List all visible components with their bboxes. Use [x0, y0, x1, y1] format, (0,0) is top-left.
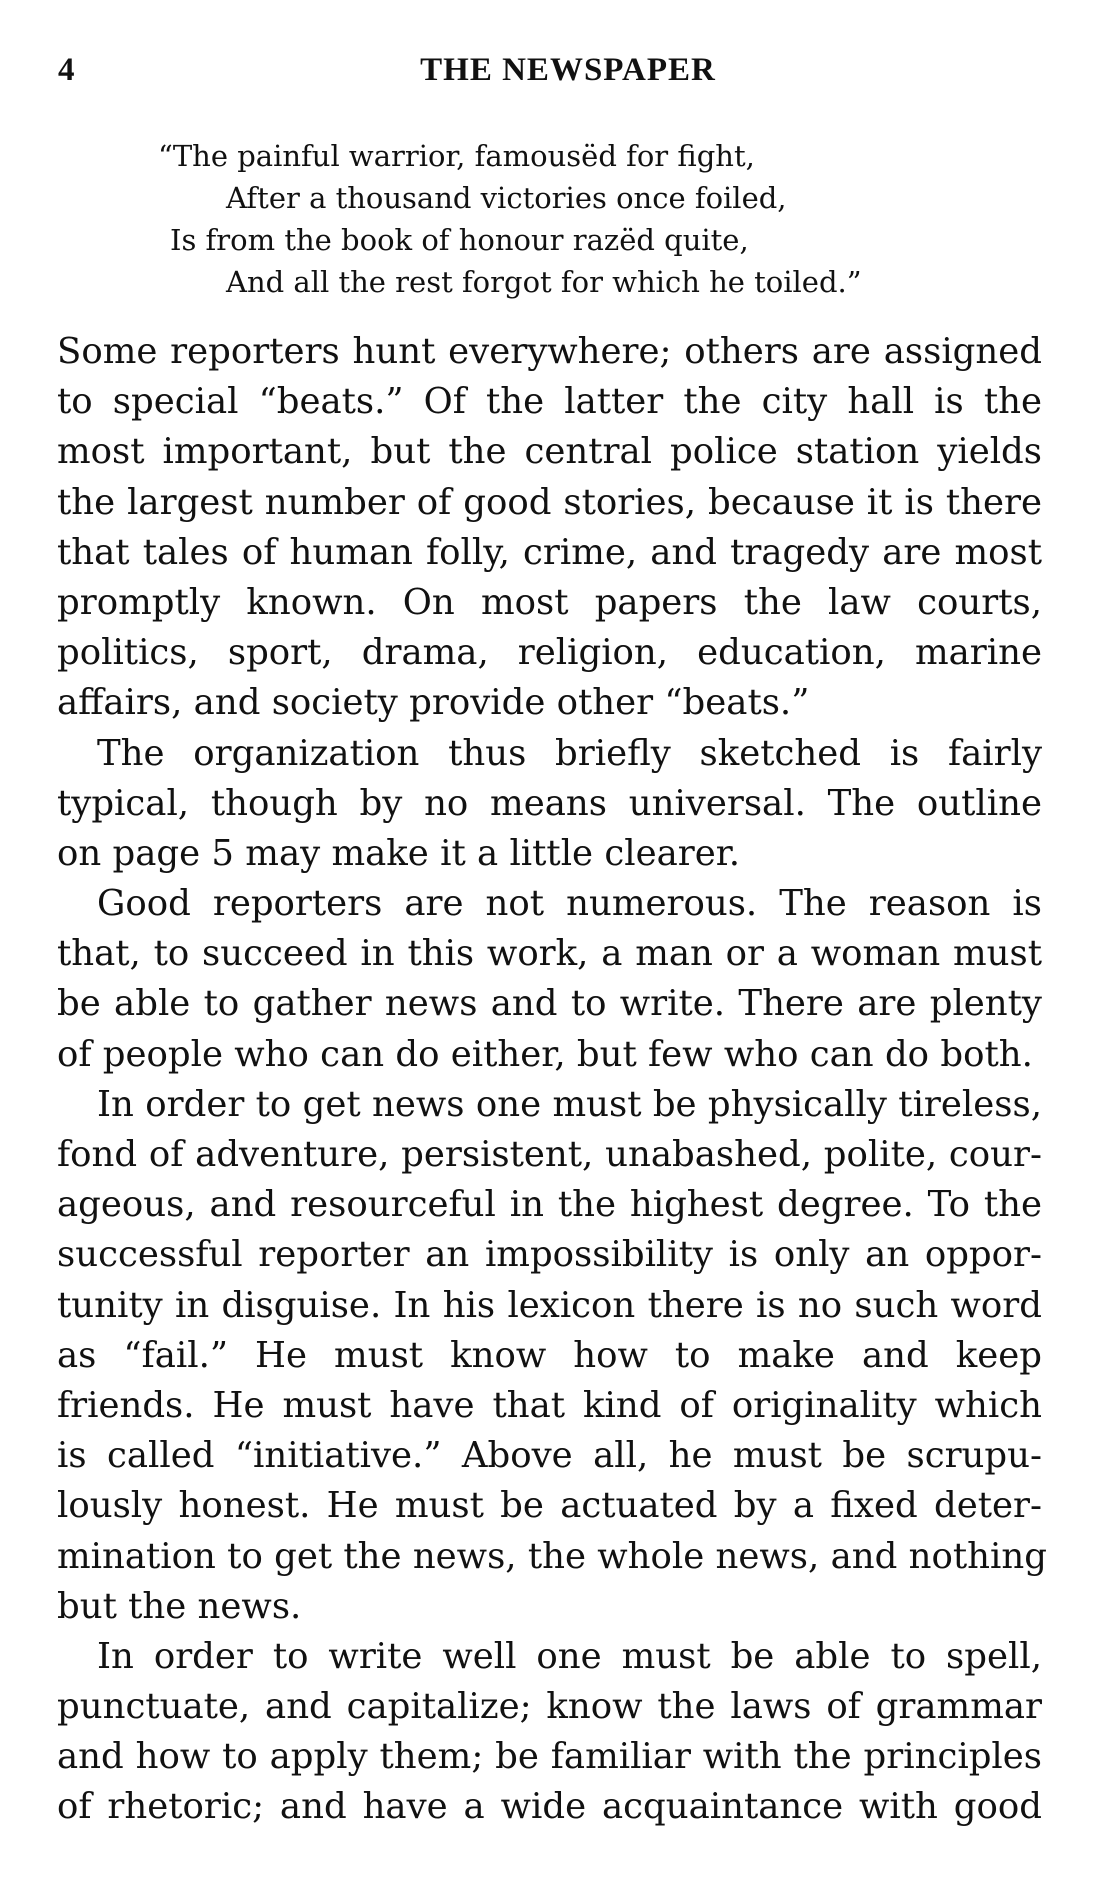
page-number: 4 — [58, 52, 75, 88]
text-line: tunity in disguise. In his lexicon there is no such word — [57, 1284, 1042, 1326]
text-line: that tales of human folly, crime, and tragedy are most — [57, 531, 1042, 573]
epigraph-line: Is from the book of honour razëd quite, — [170, 223, 749, 257]
text-line: to special “beats.” Of the latter the city hall is the — [57, 381, 1042, 423]
text-line: is called “initiative.” Above all, he must be scrupu- — [57, 1435, 1042, 1477]
text-line: In order to write well one must be able to spell, — [97, 1635, 1042, 1677]
text-line: the largest number of good stories, because it is there — [57, 481, 1042, 523]
text-line: typical, though by no means universal. The outline — [57, 782, 1042, 824]
text-line: as “fail.” He must know how to make and keep — [57, 1334, 1042, 1376]
text-line: be able to gather news and to write. There are plenty — [57, 983, 1042, 1025]
text-line: most important, but the central police station yields — [57, 431, 1042, 473]
text-line: friends. He must have that kind of originality which — [57, 1384, 1042, 1426]
text-line: that, to succeed in this work, a man or a woman must — [57, 933, 1042, 975]
epigraph-line: And all the rest forgot for which he toiled.” — [226, 265, 862, 299]
text-line: Good reporters are not numerous. The reason is — [97, 883, 1042, 925]
text-line: and how to apply them; be familiar with the principles — [57, 1736, 1042, 1778]
text-line: but the news. — [57, 1585, 302, 1627]
text-line: punctuate, and capitalize; know the laws of grammar — [57, 1686, 1042, 1728]
running-title: THE NEWSPAPER — [420, 52, 716, 88]
epigraph-line: After a thousand victories once foiled, — [226, 181, 787, 215]
text-line: successful reporter an impossibility is only an oppor- — [57, 1234, 1042, 1276]
paragraph-beats — [57, 327, 1042, 729]
text-line: fond of adventure, persistent, unabashed, polite, cour- — [57, 1134, 1042, 1175]
text-line: Some reporters hunt everywhere; others are assigned — [57, 331, 1042, 372]
running-head — [58, 52, 1038, 96]
paragraph-good-reporters — [57, 879, 1042, 1080]
paragraph-organization — [57, 729, 1042, 880]
text-line: ageous, and resourceful in the highest degree. To the — [57, 1184, 1042, 1226]
paragraph-write-well — [57, 1632, 1042, 1833]
body-text — [57, 327, 1047, 1833]
text-line: In order to get news one must be physically tireless, — [97, 1083, 1042, 1125]
text-line: politics, sport, drama, religion, education, marine — [57, 632, 1042, 674]
text-line: promptly known. On most papers the law courts, — [57, 581, 1042, 623]
text-line: affairs, and society provide other “beats.” — [57, 682, 810, 724]
text-line: of people who can do either, but few who can do both. — [57, 1033, 1033, 1075]
epigraph — [158, 135, 990, 303]
text-line: mination to get the news, the whole news, and nothing — [57, 1535, 1047, 1577]
text-line: on page 5 may make it a little clearer. — [57, 832, 741, 874]
text-line: The organization thus briefly sketched is fairly — [97, 732, 1042, 774]
text-line: lously honest. He must be actuated by a fixed deter- — [57, 1485, 1042, 1527]
epigraph-line: “The painful warrior, famousëd for fight, — [158, 139, 755, 173]
paragraph-get-news — [57, 1080, 1047, 1632]
text-line: of rhetoric; and have a wide acquaintance with good — [57, 1786, 1042, 1828]
